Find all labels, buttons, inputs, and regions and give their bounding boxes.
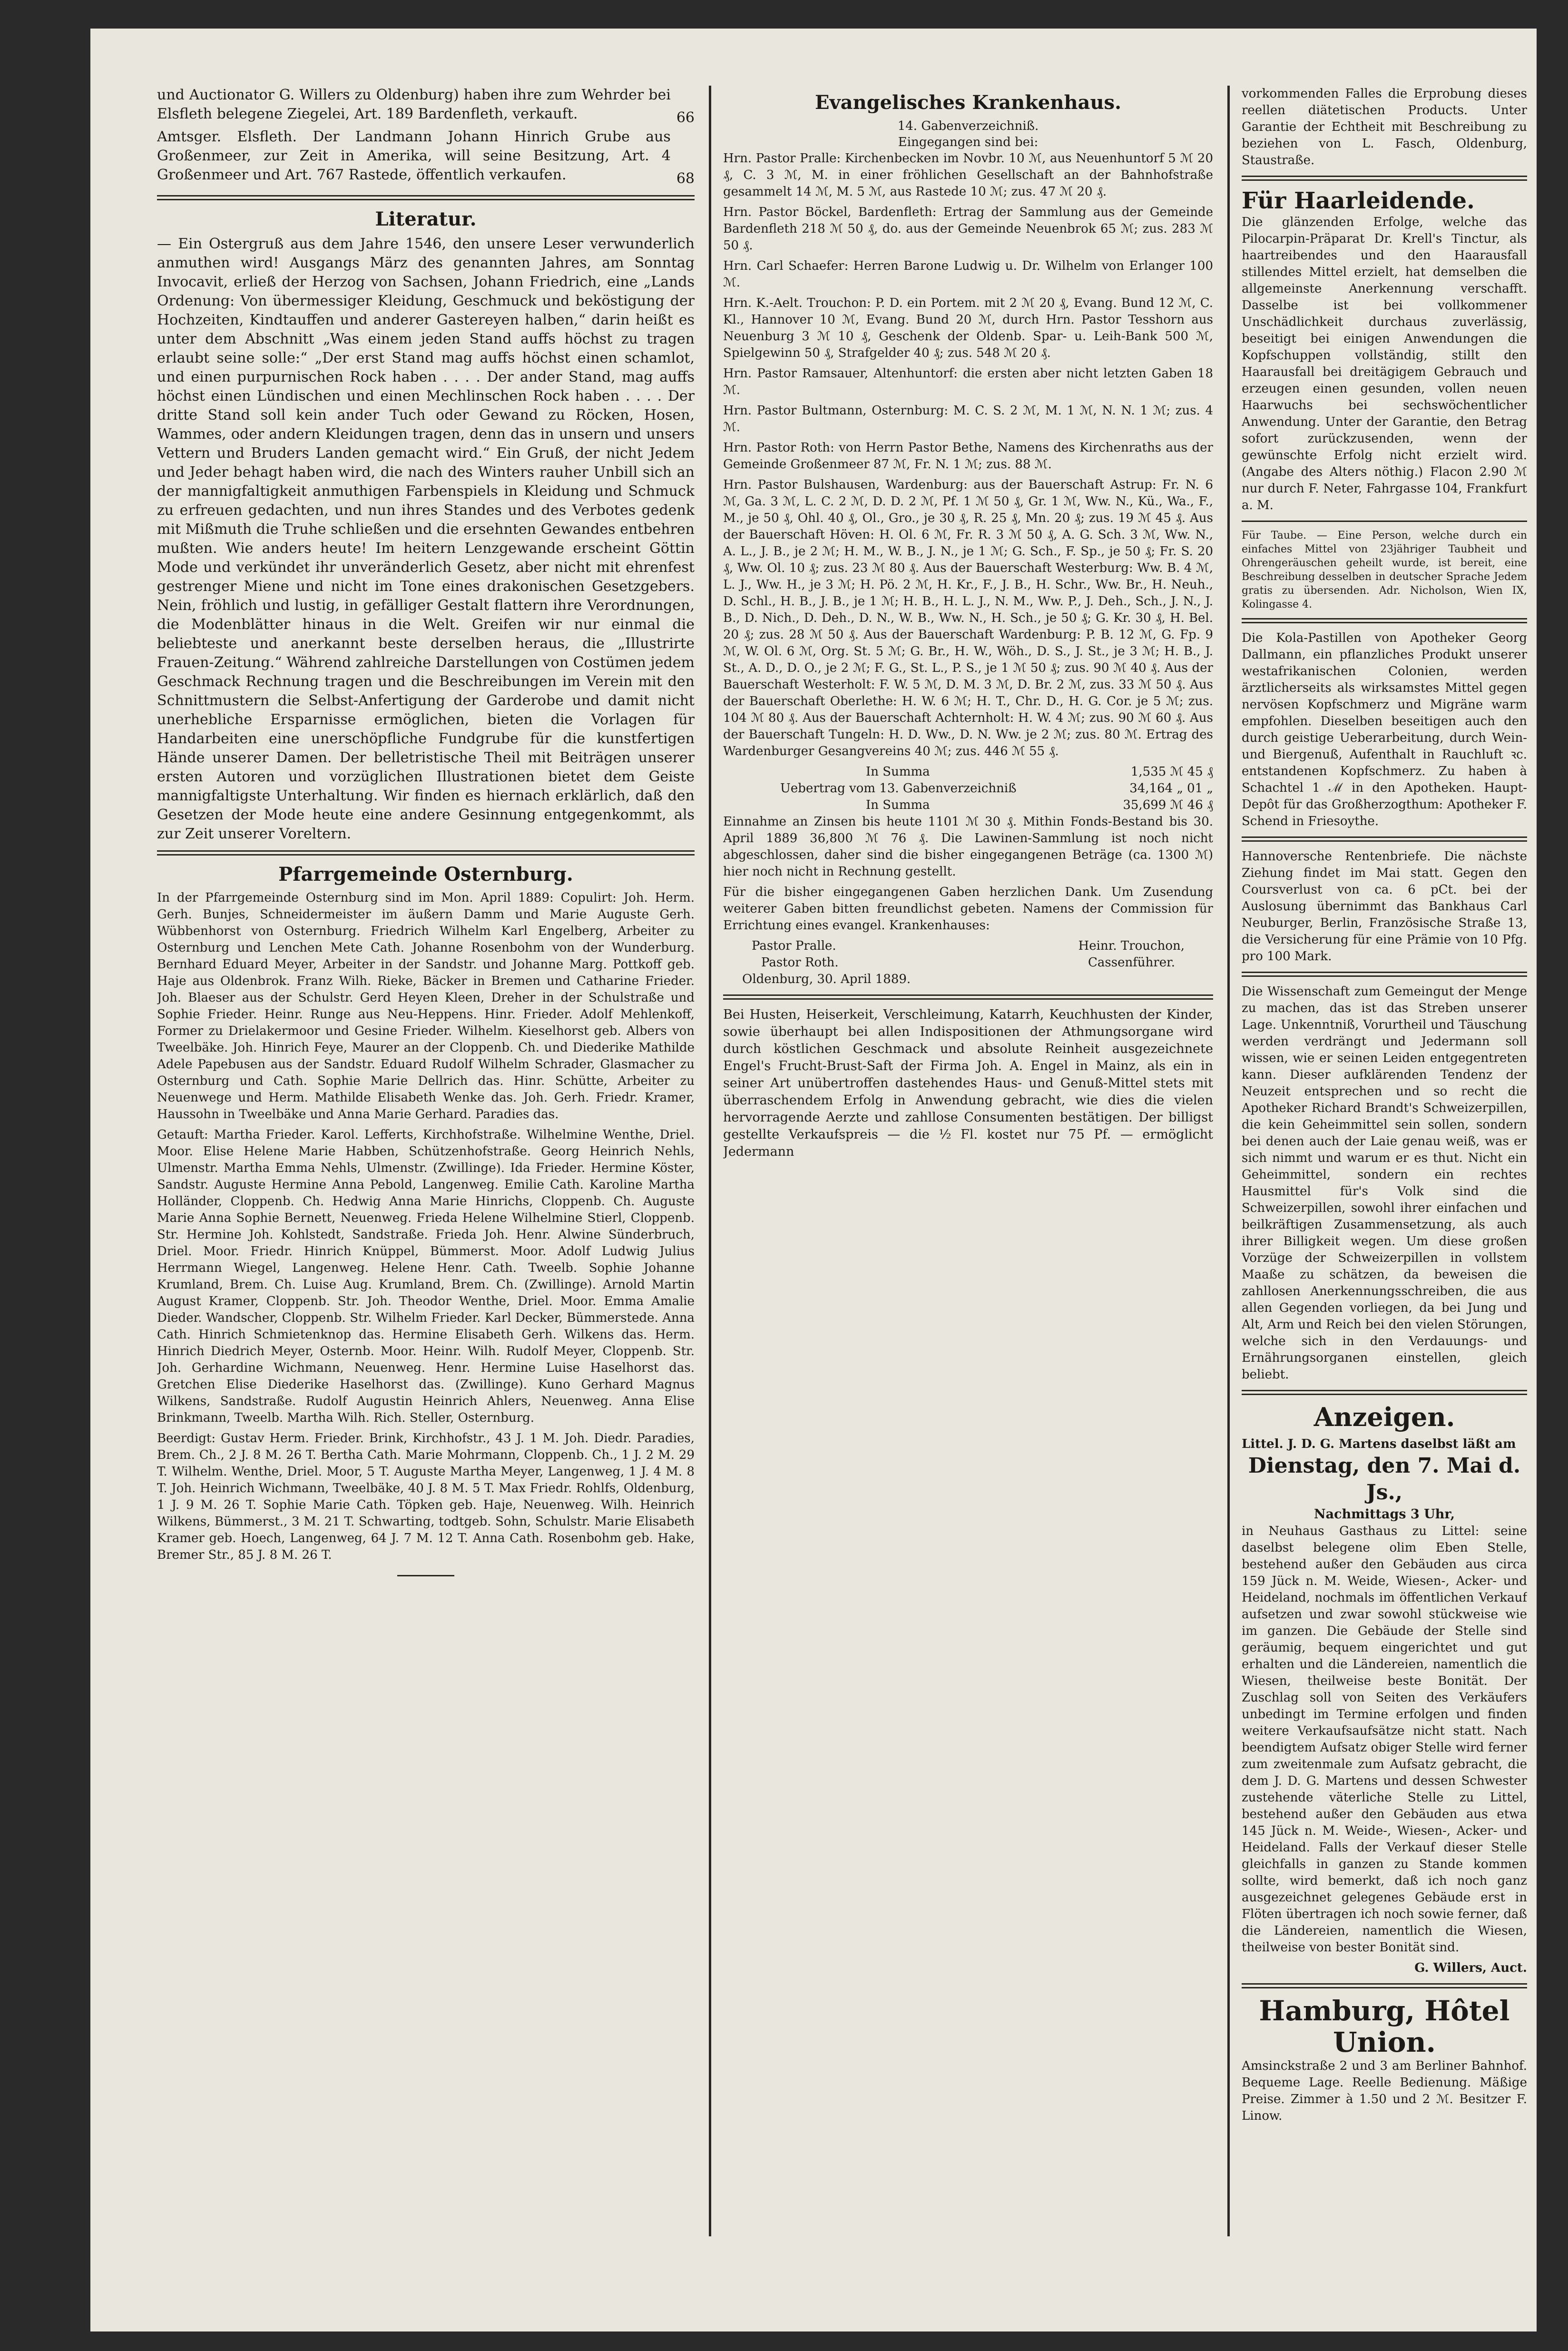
newspaper-page [90, 29, 1537, 2331]
ad-divider [1242, 176, 1527, 181]
auction-line: Littel. J. D. G. Martens daselbst läßt am [1242, 1437, 1516, 1451]
section-divider [723, 994, 1213, 1000]
column-2 [723, 86, 1213, 2279]
ad-rentenbriefe: Hannoversche Rentenbriefe. Die nächste Ziehung findet im Mai statt. Gegen den Coursverlust von ca. 6 pCt. bei der Auslosung übernimmt das Bankhaus Carl Neuburger, Berlin, Französische Straße 13, die Versicherung für eine Prämie von 10 Pfg. pro 100 Mark. [1242, 849, 1527, 964]
column-3 [1242, 86, 1527, 2279]
fund-closing: Einnahme an Zinsen bis heute 1101 ℳ 30 ₰. Mithin Fonds-Bestand bis 30. April 1889 36,800 ℳ 76 ₰. Die Lawinen-Sammlung ist noch nicht abgeschlossen, daher sind die bisher eingegangenen Beträge (ca. 1300 ℳ) hier noch nicht in Rechnung gestellt. [723, 815, 1213, 879]
ad-husten: Bei Husten, Heiserkeit, Verschleimung, Katarrh, Keuchhusten der Kinder, sowie überhaupt bei allen Indispositionen der Athmungsorgane wird durch köstlichen Geschmack und absolute Reinheit ausgezeichnete Engel's Frucht-Brust-Saft der Firma Joh. A. Engel in Mainz, als ein in seiner Art unübertroffen dastehendes Haus- und Genuß-Mittel stets mit überraschendem Erfolg in Anwendung gebracht, wie dies die vielen hervorragende Aerzte und zahllose Consumenten bestätigen. Der billigst gestellte Verkaufspreis — die ½ Fl. kostet nur 75 Pf. — ermöglicht Jedermann [723, 1007, 1213, 1159]
total-line [723, 797, 1213, 814]
section-divider [157, 850, 695, 856]
auction-text: in Neuhaus Gasthaus zu Littel: seine daselbst belegene olim Eben Stelle, bestehend außer den Gebäuden aus circa 159 Jück n. M. Weide, Wiesen-, Acker- und Heideland, nochmals im öffentlichen Verkauf aufsetzen und zwar sowohl stückweise wie im ganzen. Die Gebäude der Stelle sind geräumig, bequem eingerichtet und gut erhalten und die Ländereien, namentlich die Wiesen, theilweise beste Bonität. Der Zuschlag soll von Seiten des Verkäufers unbedingt im Termine erfolgen und finden weitere Verkaufsaufsätze nicht statt. Nach beendigtem Aufsatz obiger Stelle wird ferner zum zweitenmale zum Aufsatz gebracht, die dem J. D. G. Martens und dessen Schwester zustehende väterliche Stelle zu Littel, bestehend außer den Gebäuden aus etwa 145 Jück n. M. Weide-, Wiesen-, Acker- und Heideland. Falls der Verkauf dieser Stelle gleichfalls in ganzen zu Stande kommen sollte, wird bemerkt, daß ich noch ganz ausgezeichnet gelegenes Gebäude erst in Flöten übertragen ich noch sowie ferner, daß die Ländereien, namentlich die Wiesen, theilweise von bester Bonität sind. [1242, 1524, 1527, 1955]
auction-notice-text: Amtsger. Elsfleth. Der Landmann Johann Hinrich Grube aus Großenmeer, zur Zeit in Amerika, will seine Besitzung, Art. 4 Großenmeer und Art. 767 Rastede, öffentlich verkaufen. [157, 128, 671, 183]
signature-row [723, 938, 1213, 954]
auction-time: Nachmittags 3 Uhr, [1313, 1507, 1455, 1522]
donation-entry: Hrn. K.-Aelt. Trouchon: P. D. ein Portem. mit 2 ℳ 20 ₰, Evang. Bund 12 ℳ, C. Kl., Hannover 10 ℳ, Evang. Bund 20 ℳ, durch Hrn. Pastor Tesshorn aus Neuenburg 3 ℳ 10 ₰, Geschenk der Oldenb. Spar- u. Leih-Bank 500 ℳ, Spielgewinn 50 ₰, Strafgelder 40 ₰; zus. 548 ℳ 20 ₰. [723, 296, 1213, 360]
signature: Pastor Roth. [761, 955, 839, 970]
signature-row [723, 954, 1213, 971]
krankenhaus-heading: Evangelisches Krankenhaus. [814, 91, 1121, 114]
ad-fasch: vorkommenden Falles die Erprobung dieses reellen diätetischen Products. Unter Garantie der Echtheit mit Beschreibung zu beziehen von L. Fasch, Oldenburg, Staustraße. [1242, 87, 1527, 167]
ad-divider [1242, 1983, 1527, 1988]
auction-signature: G. Willers, Auct. [1414, 1961, 1527, 1975]
ad-kola: Die Kola-Pastillen von Apotheker Georg Dallmann, ein pflanzliches Produkt unserer westafrikanischen Colonien, werden ärztlicherseits als wirksamstes Mittel gegen nervösen Kopfschmerz und Migräne warm empfohlen. Dieselben beseitigen auch den durch geistige Ueberarbeitung, durch Wein- und Biergenuß, Aufenthalt in Rauchluft ꝛc. entstandenen Kopfschmerz. Zu haben à Schachtel 1 ℳ in den Apotheken. Haupt-Depôt für das Großherzogthum: Apotheker F. Schend in Friesoythe. [1242, 631, 1527, 828]
pfarr-heading: Pfarrgemeinde Osternburg. [278, 863, 573, 885]
literatur-article: — Ein Ostergruß aus dem Jahre 1546, den unsere Leser verwunderlich anmuthen wird! Ausgangs März des genannten Jahres, am Sonntag Invocavit, erließ der Herzog von Sachsen, Johann Friedrich, eine „Lands Ordenung: Von übermessiger Kleidung, Geschmuck und beköstigung der Hochzeiten, Kindtauffen und anderer Gastereyen halben,“ darin heißt es unter dem Abschnitt „Was einem jeden Stand auffs höchst zu tragen erlaubt seine solle:“ „Der erst Stand mag auffs höchst einen schamlot, und einen purpurnischen Rock haben . . . . Der ander Stand, mag auffs höchst einen Lündischen und einen Mechlinschen Rock haben . . . . Der dritte Stand soll kein ander Tuch oder Gewand zu Röcken, Hosen, Wammes, oder andern Kleidungen tragen, denn das in unsern und unsers Vettern und Bruders Landen gemacht wird.“ Ein Gruß, der nicht Jedem und Jeder behagt haben wird, die nach des Winters rauher Unbill sich an der mannigfaltigkeit anmuthigen Farbenspiels in Kleidung und Schmuck zu erfreuen gedachten, und nun ihres Standes und des Verbotes gedenk mit Mißmuth die Truhe schließen und die ersehnten Gewandes entbehren mußten. Wie anders heute! Im heitern Lenzgewande erscheint Göttin Mode und verkündet ihr unveränderlich Gesetz, aber nicht mit ehrenfest gestrenger Miene und nicht im Tone eines drakonischen Gesetzgebers. Nein, fröhlich und lustig, in gefälliger Gestalt flattern ihre Verordnungen, die Modenblätter hinaus in die Welt. Greifen wir nur einmal die beliebteste und anerkannt beste derselben heraus, die „Illustrirte Frauen-Zeitung.“ Während zahlreiche Darstellungen von Costümen jedem Geschmack Rechnung tragen und die Beschreibungen im Verein mit den Schnittmustern die Selbst-Anfertigung der Garderobe und damit nicht unerhebliche Ersparnisse ermöglichen, bieten die Vorlagen für Handarbeiten eine unerschöpfliche Fundgrube für die kunstfertigen Hände unserer Damen. Der belletristische Theil mit Beiträgen unserer ersten Autoren und vorzüglichen Illustrationen bietet dem Geiste mannigfaltigste Unterhaltung. Wir finden es hiernach erklärlich, daß den Gesetzen der Mode heute eine andere Gesinnung entgegenkommt, als zur Zeit unserer Voreltern. [157, 236, 695, 842]
donation-entry: Hrn. Pastor Bulshausen, Wardenburg: aus der Bauerschaft Astrup: Fr. N. 6 ℳ, Ga. 3 ℳ, L. C. 2 ℳ, D. D. 2 ℳ, Pf. 1 ℳ 50 ₰, Gr. 1 ℳ, Ww. N., Kü., Wa., F., M., je 50 ₰, Ohl. 40 ₰, Ol., Gro., je 30 ₰, R. 25 ₰, Mn. 20 ₰; zus. 19 ℳ 45 ₰. Aus der Bauerschaft Höven: H. Ol. 6 ℳ, Fr. R. 3 ℳ 50 ₰, A. G. Sch. 3 ℳ, Ww. N., A. L., J. B., je 2 ℳ; H. M., W. B., J. N., je 1 ℳ; G. Sch., F. Sp., je 50 ₰; Fr. S. 20 ₰, Ww. Ol. 10 ₰; zus. 23 ℳ 80 ₰. Aus der Bauerschaft Westerburg: Ww. B. 4 ℳ, L. J., Ww. H., je 3 ℳ; H. Pö. 2 ℳ, H. Kr., F., J. B., H. Schr., Ww. Br., H. Neuh., D. Schl., H. B., J. B., je 1 ℳ; H. B., H. L. J., N. M., Ww. P., J. Deh., Sch., J. N., J. B., D. Nich., D. Deh., D. N., W. B., Ww. N., H. Sch., je 50 ₰; G. Kr. 30 ₰, H. Bel. 20 ₰; zus. 28 ℳ 50 ₰. Aus der Bauerschaft Wardenburg: P. B. 12 ℳ, G. Fp. 9 ℳ, W. Ol. 6 ℳ, Org. St. 5 ℳ; G. Br., H. W., Wöh., D. S., J. St., je 3 ℳ; H. B., J. St., A. D., D. O., je 2 ℳ; F. G., St. L., P. S., je 1 ℳ 50 ₰; zus. 90 ℳ 40 ₰. Aus der Bauerschaft Westerholt: F. W. 5 ℳ, D. M. 3 ℳ, D. Br. 2 ℳ, zus. 33 ℳ 50 ₰. Aus der Bauerschaft Oberlethe: H. W. 6 ℳ; H. T., Chr. D., H. G. Cor. je 5 ℳ; zus. 104 ℳ 80 ₰. Aus der Bauerschaft Achternholt: H. W. 4 ℳ; zus. 90 ℳ 60 ₰. Aus der Bauerschaft Tungeln: H. D. Ww., D. N. Ww. je 2 ℳ; zus. 80 ℳ. Ertrag des Wardenburger Gesangvereins 40 ℳ; zus. 446 ℳ 55 ₰. [723, 478, 1213, 758]
donation-entry: Hrn. Pastor Bultmann, Osternburg: M. C. S. 2 ℳ, M. 1 ℳ, N. N. 1 ℳ; zus. 4 ℳ. [723, 403, 1213, 434]
total-label: In Summa [866, 798, 930, 812]
donation-entry: Hrn. Pastor Roth: von Herrn Pastor Bethe, Namens des Kirchenraths aus der Gemeinde Großenmeer 87 ℳ, Fr. N. 1 ℳ; zus. 88 ℳ. [723, 441, 1213, 472]
section-divider [157, 195, 695, 200]
literatur-heading: Literatur. [375, 208, 477, 230]
hotel-text: Amsinckstraße 2 und 3 am Berliner Bahnhof. Bequeme Lage. Reelle Bedienung. Mäßige Preise. Zimmer à 1.50 und 2 ℳ. Besitzer F. Linow. [1242, 2059, 1527, 2123]
ad-wissenschaft: Die Wissenschaft zum Gemeingut der Menge zu machen, das ist das Streben unserer Lage. Unkenntniß, Vorurtheil und Täuschung werden verdrängt und Jedermann soll wissen, wie er seinen Leiden entgegentreten kann. Dieser aufklärenden Tendenz der Neuzeit entsprechen und so recht die Apotheker Richard Brandt's Schweizerpillen, die kein Geheimmittel sein sollen, sondern bei denen auch der Laie genau weiß, was er sich nimmt und warum er es thut. Nicht ein Geheimmittel, sondern ein rechtes Hausmittel für's Volk sind die Schweizerpillen, sowohl ihrer einfachen und beilkräftigen Zusammensetzung, als auch ihrer Billigkeit wegen. Um diese großen Vorzüge der Schweizerpillen in vollstem Maaße zu schätzen, da beweisen die zahllosen Anerkennungsschreiben, die aus allen Gegenden vorliegen, da bei Jung und Alt, Arm und Reich bei den vielen Störungen, welche sich in den Verdauungs- und Ernährungsorganen einstellen, gleich beliebt. [1242, 984, 1527, 1382]
ad-taube: Für Taube. — Eine Person, welche durch ein einfaches Mittel von 23jähriger Taubheit und Ohrengeräuschen geheilt wurde, ist bereit, eine Beschreibung desselben in deutscher Sprache Jedem gratis zu übersenden. Adr. Nicholson, Wien IX, Kolingasse 4. [1242, 530, 1527, 610]
signature: Pastor Pralle. [752, 939, 836, 953]
krankenhaus-intro: Eingegangen sind bei: [898, 135, 1039, 149]
donation-entry: Hrn. Pastor Pralle: Kirchenbecken im Novbr. 10 ℳ, aus Neuenhuntorf 5 ℳ 20 ₰, C. 3 ℳ, M. in einer fröhlichen Gesellschaft an der Bahnhofstraße gesammelt 14 ℳ, M. 5 ℳ, aus Rastede 10 ℳ; zus. 47 ℳ 20 ₰. [723, 151, 1213, 199]
donation-entry: Hrn. Carl Schaefer: Herren Barone Ludwig u. Dr. Wilhelm von Erlanger 100 ℳ. [723, 259, 1213, 290]
ad-divider [1242, 618, 1527, 623]
anzeigen-heading: Anzeigen. [1313, 1402, 1455, 1432]
total-line [723, 764, 1213, 780]
auction-date: Dienstag, den 7. Mai d. Js., [1248, 1454, 1521, 1505]
pfarr-copulirt: In der Pfarrgemeinde Osternburg sind im Mon. April 1889: Copulirt: Joh. Herm. Gerh. Bunjes, Schneidermeister im äußern Damm und Marie Auguste Gerh. Wübbenhorst von Osternburg. Friedrich Wilhelm Karl Engelberg, Arbeiter zu Osternburg und Lenchen Mete Cath. Johanne Rosenbohm von der Wunderburg. Bernhard Eduard Meyer, Arbeiter in der Sandstr. und Johanne Marg. Pottkoff geb. Haje aus Oldenbrok. Franz Wilh. Rieke, Bäcker in Bremen und Catharine Frieder. Joh. Blaeser aus der Schulstr. Gerd Heyen Kleen, Dreher in der Schulstraße und Sophie Frieder. Heinr. Runge aus Neu-Heppens. Hinr. Frieder. Adolf Mehlenkoff, Former zu Drielakermoor und Gesine Frieder. Wilhelm. Kieselhorst geb. Albers von Tweelbäke. Joh. Hinrich Feye, Maurer an der Cloppenb. Ch. und Diederike Mathilde Adele Papebusen aus der Sandstr. Eduard Rudolf Wilhelm Schrader, Glasmacher zu Osternburg und Cath. Sophie Marie Dellrich das. Hinr. Schütte, Arbeiter zu Neuenwege und Herm. Mathilde Elisabeth Wenke das. Joh. Gerh. Friedr. Kramer, Haussohn in Tweelbäke und Anna Marie Gerhard. Paradies das. [157, 891, 695, 1121]
ad-haar-title: Für Haarleidende. [1242, 187, 1475, 214]
thanks-text: Für die bisher eingegangenen Gaben herzlichen Dank. Um Zusendung weiterer Gaben bitten freundlichst gebeten. Namens der Commission für Errichtung eines evangel. Krankenhauses: [723, 885, 1213, 933]
krankenhaus-subheading: 14. Gabenverzeichniß. [897, 119, 1039, 133]
pfarr-getauft: Getauft: Martha Frieder. Karol. Lefferts, Kirchhofstraße. Wilhelmine Wenthe, Driel. Moor. Elise Helene Marie Habben, Schützenhofstraße. Georg Heinrich Nehls, Ulmenstr. Martha Emma Nehls, Ulmenstr. (Zwillinge). Ida Frieder. Hermine Köster, Sandstr. Auguste Hermine Anna Pebold, Langenweg. Emilie Cath. Karoline Martha Holländer, Cloppenb. Ch. Hedwig Anna Marie Hinrichs, Cloppenb. Ch. Auguste Marie Anna Sophie Bernett, Neuenweg. Frieda Helene Wilhelmine Stierl, Cloppenb. Str. Hermine Joh. Kohlstedt, Sandstraße. Frieda Joh. Henr. Alwine Sünderbruch, Driel. Moor. Friedr. Hinrich Knüppel, Bümmerst. Moor. Adolf Ludwig Julius Herrmann Wiegel, Langenweg. Helene Henr. Cath. Tweelb. Sophie Johanne Krumland, Brem. Ch. Luise Aug. Krumland, Brem. Ch. (Zwillinge). Arnold Martin August Kramer, Cloppenb. Str. Joh. Theodor Wenthe, Driel. Moor. Emma Amalie Dieder. Wandscher, Cloppenb. Str. Wilhelm Frieder. Karl Decker, Bümmerstede. Anna Cath. Hinrich Schmietenknop das. Hermine Elisabeth Gerh. Wilkens das. Herm. Hinrich Diedrich Meyer, Osternb. Moor. Heinr. Wilh. Rudolf Meyer, Cloppenb. Str. Joh. Gerhardine Wichmann, Neuenweg. Henr. Hermine Luise Haselhorst das. Gretchen Elise Diederike Haselhorst das. (Zwillinge). Kuno Gerhard Magnus Wilkens, Sandstraße. Rudolf Augustin Heinrich Ahlers, Neuenweg. Anna Elise Brinkmann, Tweelb. Martha Wilh. Rich. Steller, Osternburg. [157, 1128, 695, 1425]
total-label: Uebertrag vom 13. Gabenverzeichniß [780, 781, 1017, 796]
auction-notice-text: und Auctionator G. Willers zu Oldenburg) haben ihre zum Wehrder bei Elsfleth belegene Ziegelei, Art. 189 Bardenfleth, verkauft. [157, 87, 671, 122]
pfarr-beerdigt: Beerdigt: Gustav Herm. Frieder. Brink, Kirchhofstr., 43 J. 1 M. Joh. Diedr. Paradies, Brem. Ch., 2 J. 8 M. 26 T. Bertha Cath. Marie Mohrmann, Cloppenb. Ch., 1 J. 2 M. 29 T. Wilhelm. Wenthe, Driel. Moor, 5 T. Auguste Martha Meyer, Langenweg, 1 J. 4 M. 8 T. Joh. Heinrich Wichmann, Tweelbäke, 40 J. 8 M. 5 T. Max Friedr. Rohlfs, Oldenburg, 1 J. 9 M. 26 T. Sophie Marie Cath. Töpken geb. Haje, Neuenweg. Wilh. Heinrich Wilkens, Bümmerst., 3 M. 21 T. Schwarting, todtgeb. Sohn, Schulstr. Marie Elisabeth Kramer geb. Hoech, Langenweg, 64 J. 7 M. 12 T. Anna Cath. Rosenbohm geb. Hake, Bremer Str., 85 J. 8 M. 26 T. [157, 1431, 695, 1562]
ad-divider [1242, 836, 1527, 842]
column-rule-right [1227, 86, 1230, 2236]
ad-divider [1242, 521, 1527, 522]
auction-notice-1 [157, 86, 695, 128]
auction-notice-number: 68 [676, 170, 695, 187]
signature: Cassenführer. [1088, 955, 1175, 970]
auction-notice-number: 66 [676, 109, 695, 126]
total-label: In Summa [866, 765, 930, 779]
signature-date: Oldenburg, 30. April 1889. [742, 972, 911, 986]
donation-entry: Hrn. Pastor Böckel, Bardenfleth: Ertrag der Sammlung aus der Gemeinde Bardenfleth 218 ℳ 50 ₰, do. aus der Gemeinde Neuenbrok 65 ℳ; zus. 283 ℳ 50 ₰. [723, 205, 1213, 253]
ad-haar: Die glänzenden Erfolge, welche das Pilocarpin-Präparat Dr. Krell's Tinctur, als haartreibendes und den Haarausfall stillendes Mittel erzielt, hat demselben die allgemeinste Anerkennung verschafft. Dasselbe ist bei vollkommener Unschädlichkeit durchaus zuverlässig, beseitigt bei einigen Anwendungen die Kopfschuppen vollständig, stillt den Haarausfall bei dreitägigem Gebrauch und erzeugen einen gesunden, vollen neuen Haarwuchs bei sechswöchentlicher Anwendung. Unter der Garantie, den Betrag sofort zurückzusenden, wenn der gewünschte Erfolg nicht erzielt wird. (Angabe des Alters nöthig.) Flacon 2.90 ℳ nur durch F. Neter, Fahrgasse 104, Frankfurt a. M. [1242, 215, 1527, 512]
total-value: 1,535 ℳ 45 ₰ [1130, 765, 1213, 779]
total-value: 34,164 „ 01 „ [1129, 781, 1213, 796]
ad-divider [1242, 1390, 1527, 1395]
total-value: 35,699 ℳ 46 ₰ [1123, 798, 1213, 812]
column-rule-left [709, 86, 711, 2236]
signature: Heinr. Trouchon, [1078, 939, 1185, 953]
end-rule [397, 1575, 454, 1576]
donation-entry: Hrn. Pastor Ramsauer, Altenhuntorf: die ersten aber nicht letzten Gaben 18 ℳ. [723, 366, 1213, 397]
column-1 [157, 86, 695, 2279]
auction-notice-2 [157, 128, 695, 188]
hotel-title: Hamburg, Hôtel Union. [1259, 1995, 1510, 2058]
total-line [723, 780, 1213, 797]
ad-divider [1242, 972, 1527, 977]
